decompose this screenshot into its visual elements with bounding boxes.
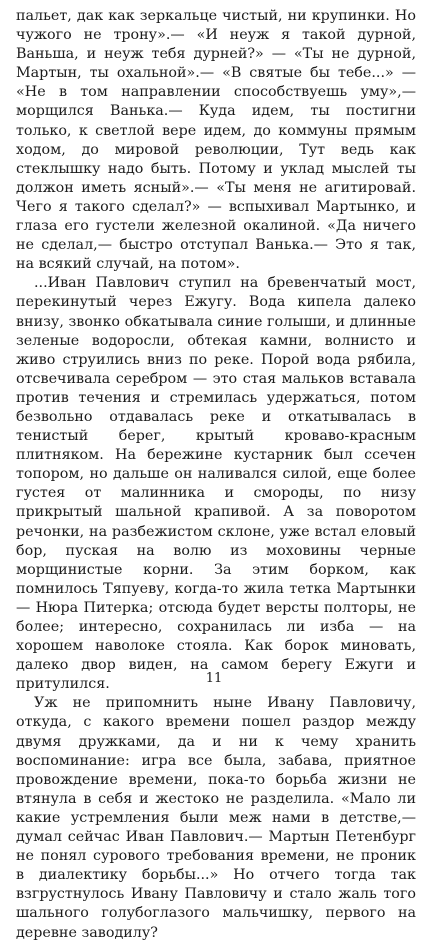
paragraph-bridge: ...Иван Павлович ступил на бревенчатый мост, перекинутый через Ежугу. Вода кипела далеко внизу, звонко обкатывала синие голыши, и длинные зеленые водоросли, обтекая камни, волнисто и живо струились вниз по реке. Порой вода рябила, отсвечивала серебром — это стая мальков вставала против течения и стремилась удержаться, потом безвольно отдавалась реке и откатывалась в тенистый берег, крытый кроваво-красным плитняком. На бережине кустарник был ссечен топором, но дальше он наливался силой, еще более густея от малинника и смороды, по низу прикрытый шальной крапивой. А за поворотом речонки, на разбежистом склоне, уже встал еловый бор, пуская на волю из моховины черные морщинистые корни. За этим борком, как помнилось Тяпуеву, когда-то жила тетка Мартынки — Нюра Питерка; отсюда будет версты полторы, не более; интересно, сохранилась ли изба — на хорошем наволоке стояла. Как борок миновать, далеко двор виден, на самом берегу Ежуги и притулился. <box>16 275 416 693</box>
page-text <box>16 7 416 943</box>
page-number: 11 <box>205 671 223 686</box>
paragraph-dialogue: пальет, дак как зеркальце чистый, ни крупинки. Но чужого не трону».— «И неуж я такой дурной, Ваньша, и неуж тебя дурней?» — «Ты не дурной, Мартын, ты охальной».— «В святые бы тебе...» — «Не в том направлении способствуешь уму»,— морщился Ванька.— Куда идем, ты постигни только, к светлой вере идем, до коммуны прямым ходом, до мировой революции, Тут ведь как стеклышку надо быть. Потому и уклад мыслей ты должон иметь ясный».— «Ты меня не агитировай. Чего я такого сделал?» — вспыхивал Мартынко, и глаза его густели железной окалиной. «Да ничего не сделал,— быстро отступал Ванька.— Это я так, на всякий случай, на потом». <box>16 8 416 273</box>
paragraph-memory: Уж не припомнить ныне Ивану Павловичу, откуда, с какого времени пошел раздор между двумя дружками, да и ни к чему хранить воспоминание: игра все была, забава, приятное провождение времени, пока-то борьба жизни не втянула в себя и жестоко не разделила. «Мало ли какие устремления были меж нами в детстве,— думал сейчас Иван Павлович.— Мартын Петенбург не понял сурового требования времени, не проник в диалектику борьбы...» Но отчего тогда так взгрустнулось Ивану Павловичу и стало жаль того шального голубоглазого мальчишку, первого на деревне заводилу? <box>16 695 416 941</box>
